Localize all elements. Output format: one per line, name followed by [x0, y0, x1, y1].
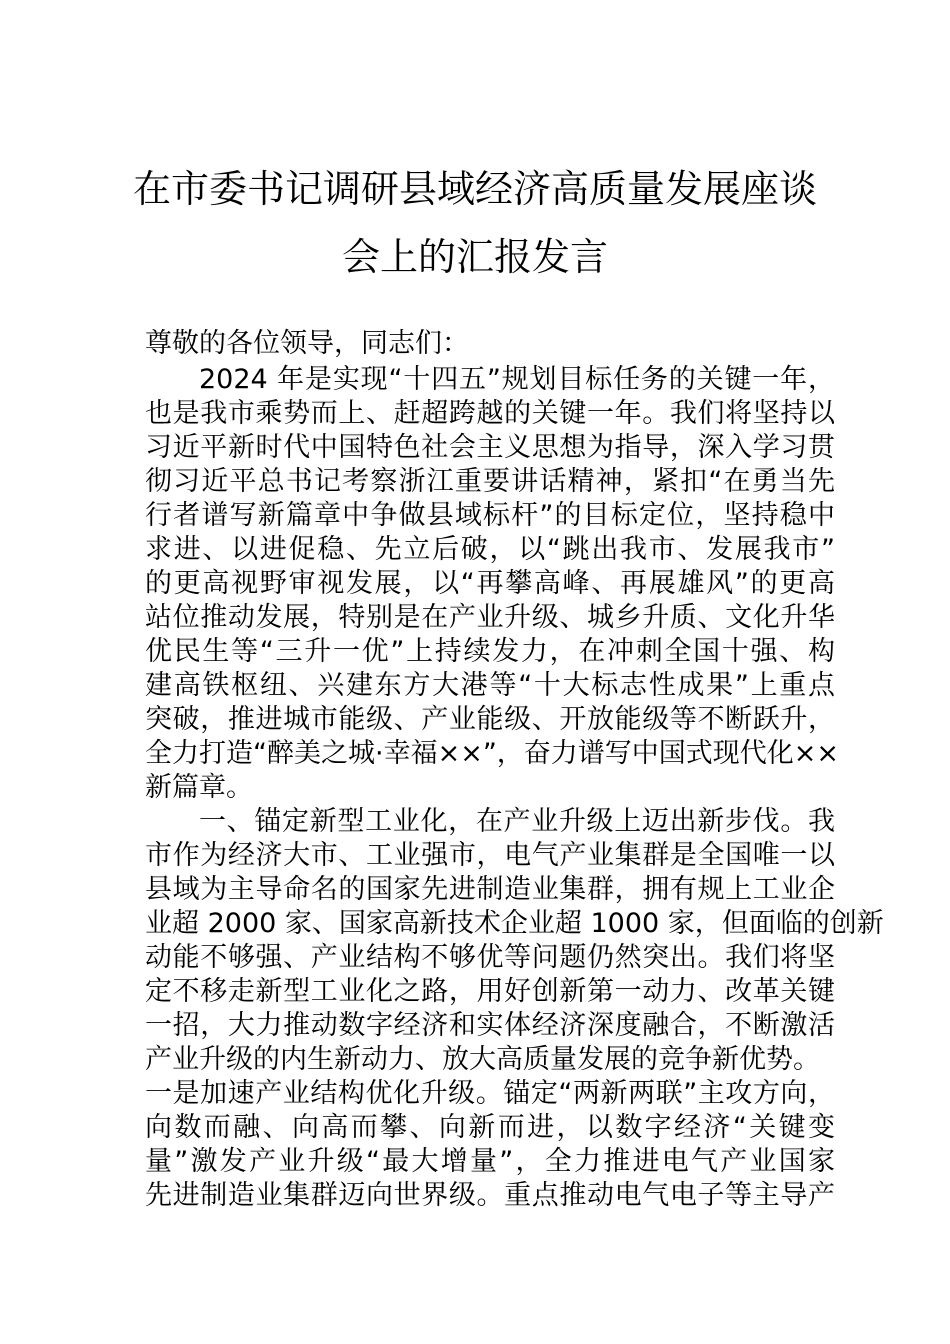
body-line: 向数而融、向高而攀、向新而进，以数字经济“关键变	[145, 1112, 835, 1143]
document-title-line-2: 会上的汇报发言	[341, 235, 608, 279]
body-line: 也是我市乘势而上、赶超跨越的关键一年。我们将坚持以	[145, 398, 835, 429]
body-line: 一是加速产业结构优化升级。锚定“两新两联”主攻方向，	[145, 1078, 835, 1109]
body-line: 彻习近平总书记考察浙江重要讲话精神，紧扣“在勇当先	[145, 466, 835, 497]
body-line: 行者谱写新篇章中争做县域标杆”的目标定位，坚持稳中	[145, 500, 835, 531]
body-line: 站位推动发展，特别是在产业升级、城乡升质、文化升华	[145, 602, 835, 633]
body-line: 建高铁枢纽、兴建东方大港等“十大标志性成果”上重点	[145, 670, 835, 701]
body-line: 的更高视野审视发展，以“再攀高峰、再展雄风”的更高	[145, 568, 835, 599]
body-line: 一招，大力推动数字经济和实体经济深度融合，不断激活	[145, 1010, 835, 1041]
body-line: 新篇章。	[145, 772, 253, 803]
body-line: 优民生等“三升一优”上持续发力，在冲刺全国十强、构	[145, 636, 835, 667]
body-line: 2024 年是实现“十四五”规划目标任务的关键一年，	[199, 364, 835, 395]
body-line: 市作为经济大市、工业强市，电气产业集群是全国唯一以	[145, 840, 835, 871]
body-line: 全力打造“醉美之城·幸福××”，奋力谱写中国式现代化××	[145, 738, 840, 769]
section-heading-line: 一、锚定新型工业化，在产业升级上迈出新步伐。我	[199, 806, 835, 837]
body-line: 动能不够强、产业结构不够优等问题仍然突出。我们将坚	[145, 942, 835, 973]
body-line: 习近平新时代中国特色社会主义思想为指导，深入学习贯	[145, 432, 835, 463]
body-line: 突破，推进城市能级、产业能级、开放能级等不断跃升，	[145, 704, 835, 735]
body-line: 业超 2000 家、国家高新技术企业超 1000 家，但面临的创新	[145, 908, 884, 939]
body-line: 先进制造业集群迈向世界级。重点推动电气电子等主导产	[145, 1180, 835, 1211]
body-line: 定不移走新型工业化之路，用好创新第一动力、改革关键	[145, 976, 835, 1007]
body-line: 量”激发产业升级“最大增量”，全力推进电气产业国家	[145, 1146, 835, 1177]
body-line: 求进、以进促稳、先立后破，以“跳出我市、发展我市”	[145, 534, 835, 565]
body-line: 产业升级的内生新动力、放大高质量发展的竞争新优势。	[145, 1044, 820, 1075]
document-title-line-1: 在市委书记调研县域经济高质量发展座谈	[132, 167, 817, 211]
body-line: 县域为主导命名的国家先进制造业集群，拥有规上工业企	[145, 874, 835, 905]
salutation: 尊敬的各位领导，同志们：	[145, 328, 469, 359]
